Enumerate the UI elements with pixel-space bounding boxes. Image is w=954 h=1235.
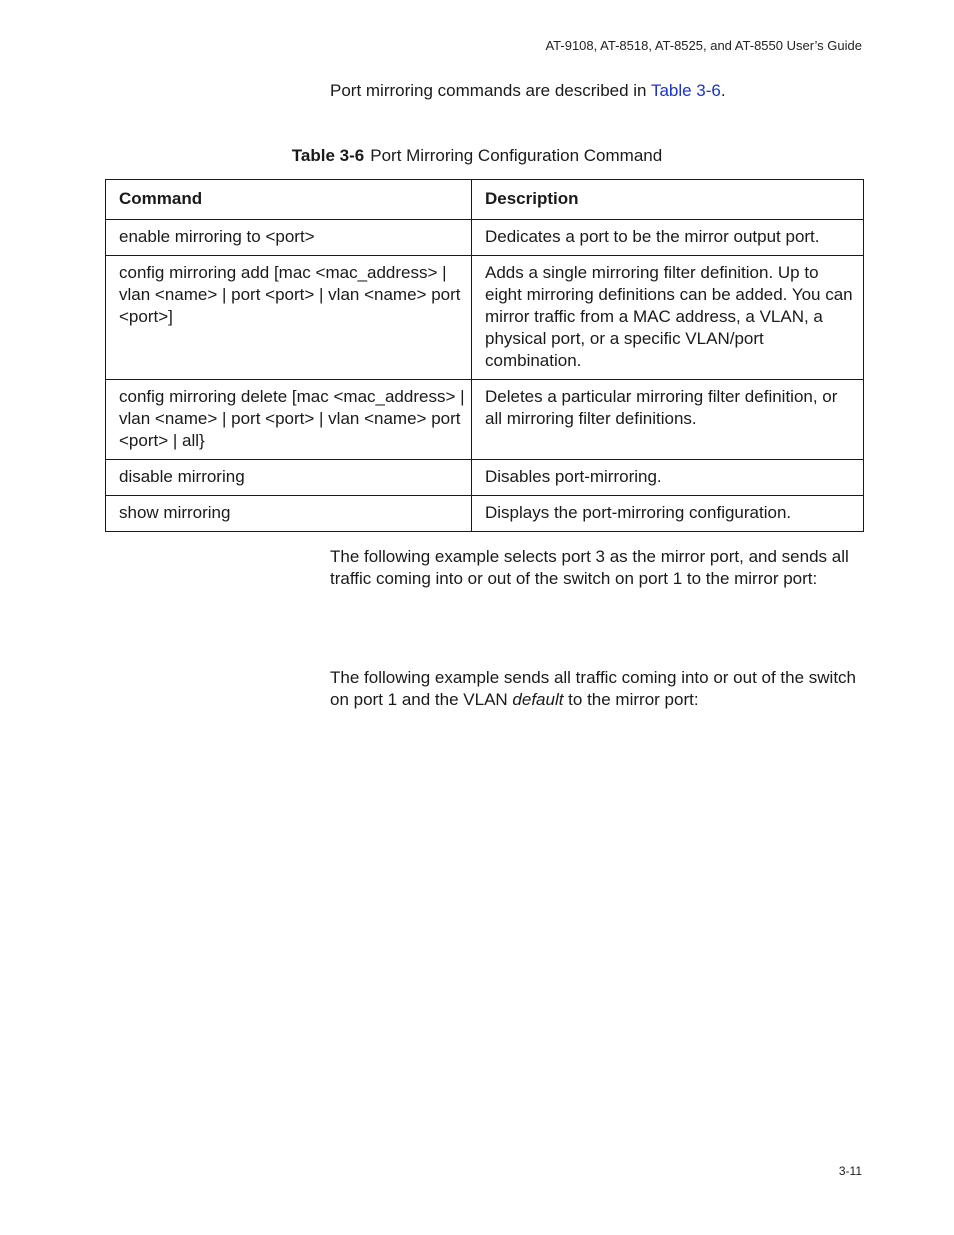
description-cell: Displays the port-mirroring configuration.	[472, 496, 864, 532]
table-title: Port Mirroring Configuration Command	[370, 146, 663, 165]
table-row	[106, 460, 864, 496]
example-2-text: The following example sends all traffic coming into or out of the switch on port 1 and the VLAN	[330, 668, 857, 709]
command-cell: disable mirroring	[106, 460, 472, 496]
table-caption	[0, 146, 954, 166]
table-row	[106, 380, 864, 460]
page-number: 3-11	[838, 1164, 862, 1178]
example-paragraph-2	[330, 667, 870, 711]
column-header-description: Description	[472, 180, 864, 220]
command-cell: show mirroring	[106, 496, 472, 532]
port-mirroring-table	[105, 179, 864, 532]
example-2-text-end: to the mirror port:	[563, 690, 699, 709]
table-row	[106, 220, 864, 256]
command-cell: enable mirroring to <port>	[106, 220, 472, 256]
table-link[interactable]: Table 3-6	[650, 81, 721, 100]
table-row	[106, 496, 864, 532]
table-row	[106, 256, 864, 380]
table-number: Table 3-6	[291, 146, 365, 165]
column-header-command: Command	[106, 180, 472, 220]
description-cell: Disables port-mirroring.	[472, 460, 864, 496]
intro-text: Port mirroring commands are described in	[330, 81, 651, 100]
vlan-name-emphasis: default	[512, 690, 564, 709]
description-cell: Dedicates a port to be the mirror output port.	[472, 220, 864, 256]
command-cell: config mirroring delete [mac <mac_address> | vlan <name> | port <port> | vlan <name> port <port> | all}	[106, 380, 472, 460]
description-cell: Deletes a particular mirroring filter definition, or all mirroring filter definitions.	[472, 380, 864, 460]
intro-sentence	[330, 81, 726, 101]
example-paragraph-1: The following example selects port 3 as the mirror port, and sends all traffic coming into or out of the switch on port 1 to the mirror port:	[330, 547, 849, 588]
intro-period: .	[720, 81, 726, 100]
command-cell: config mirroring add [mac <mac_address> | vlan <name> | port <port> | vlan <name> port <port>]	[106, 256, 472, 380]
description-cell: Adds a single mirroring filter definition. Up to eight mirroring definitions can be added. You can mirror traffic from a MAC address, a VLAN, a physical port, or a specific VLAN/port combination.	[472, 256, 864, 380]
running-header: AT-9108, AT-8518, AT-8525, and AT-8550 User’s Guide	[545, 38, 862, 53]
table-header-row	[106, 180, 864, 220]
